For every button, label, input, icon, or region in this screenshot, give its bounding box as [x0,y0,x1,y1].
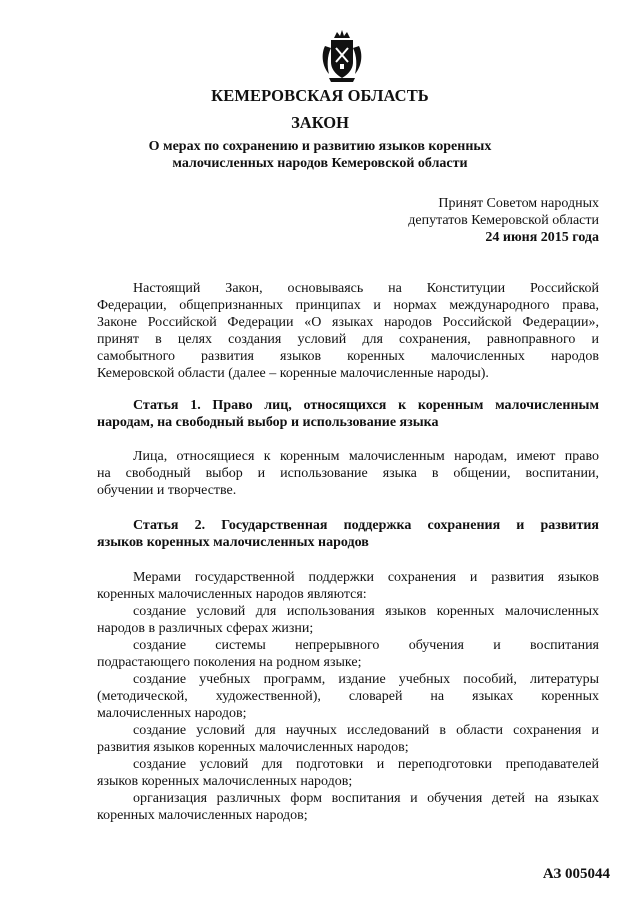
text-line: Кемеровской области (далее – коренные малочисленные народы). [97,366,489,381]
heading-line: Статья 1. Право лиц, относящихся к коренным малочисленным [133,398,599,413]
adoption-date: 24 июня 2015 года [485,230,599,245]
text-line: Лица, относящиеся к коренным малочисленным народам, имеют право [133,449,599,464]
heading-line: Статья 2. Государственная поддержка сохранения и развития [133,518,599,533]
text-line: народов в различных сферах жизни; [97,621,314,636]
region-title: КЕМЕРОВСКАЯ ОБЛАСТЬ [211,86,429,105]
law-subject-line: О мерах по сохранению и развитию языков коренных [148,139,492,154]
text-line: малочисленных народов; [97,706,247,721]
adoption-line: Принят Советом народных [438,196,599,211]
text-line: создание условий для научных исследований в области сохранения и [133,723,599,738]
text-line: Настоящий Закон, основываясь на Конституции Российской [133,281,599,296]
text-line: организация различных форм воспитания и обучения детей на языках [133,791,599,806]
text-line: подрастающего поколения на родном языке; [97,655,362,670]
text-line: самобытного развития языков коренных малочисленных народов [97,349,599,364]
law-subject-line: малочисленных народов Кемеровской области [172,156,468,171]
text-line: создание условий для подготовки и переподготовки преподавателей [133,757,599,772]
adoption-line: депутатов Кемеровской области [408,213,599,228]
preamble [97,280,599,382]
text-line: коренных малочисленных народов; [97,808,308,823]
text-line: принят в целях создания условий для сохранения, равноправного и [97,332,599,347]
adoption-block [408,195,599,246]
text-line: обучении и творчестве. [97,483,237,498]
text-line: (методической, художественной), словарей на языках коренных [97,689,599,704]
document-type: ЗАКОН [291,113,349,132]
text-line: Мерами государственной поддержки сохранения и развития языков [133,570,599,585]
article-1-body [97,448,599,499]
text-line: развития языков коренных малочисленных народов; [97,740,409,755]
text-line: на свободный выбор и использование языка в общении, воспитании, [97,466,599,481]
text-line: языков коренных малочисленных народов; [97,774,353,789]
text-line: Федерации, общепризнанных принципах и нормах международного права, [97,298,599,313]
text-line: создание системы непрерывного обучения и воспитания [133,638,599,653]
article-2-title [97,517,599,551]
text-line: коренных малочисленных народов являются: [97,587,367,602]
law-subject [120,138,520,172]
text-line: Законе Российской Федерации «О языках народов Российской Федерации», [97,315,599,330]
heading-line: языков коренных малочисленных народов [97,535,369,550]
text-line: создание учебных программ, издание учебных пособий, литературы [133,672,599,687]
coat-of-arms-emblem [319,28,365,84]
serial-number: АЗ 005044 [542,866,610,882]
article-1-title [97,397,599,431]
article-2-body [97,569,599,824]
text-line: создание условий для использования языков коренных малочисленных [133,604,599,619]
heading-line: народам, на свободный выбор и использование языка [97,415,439,430]
